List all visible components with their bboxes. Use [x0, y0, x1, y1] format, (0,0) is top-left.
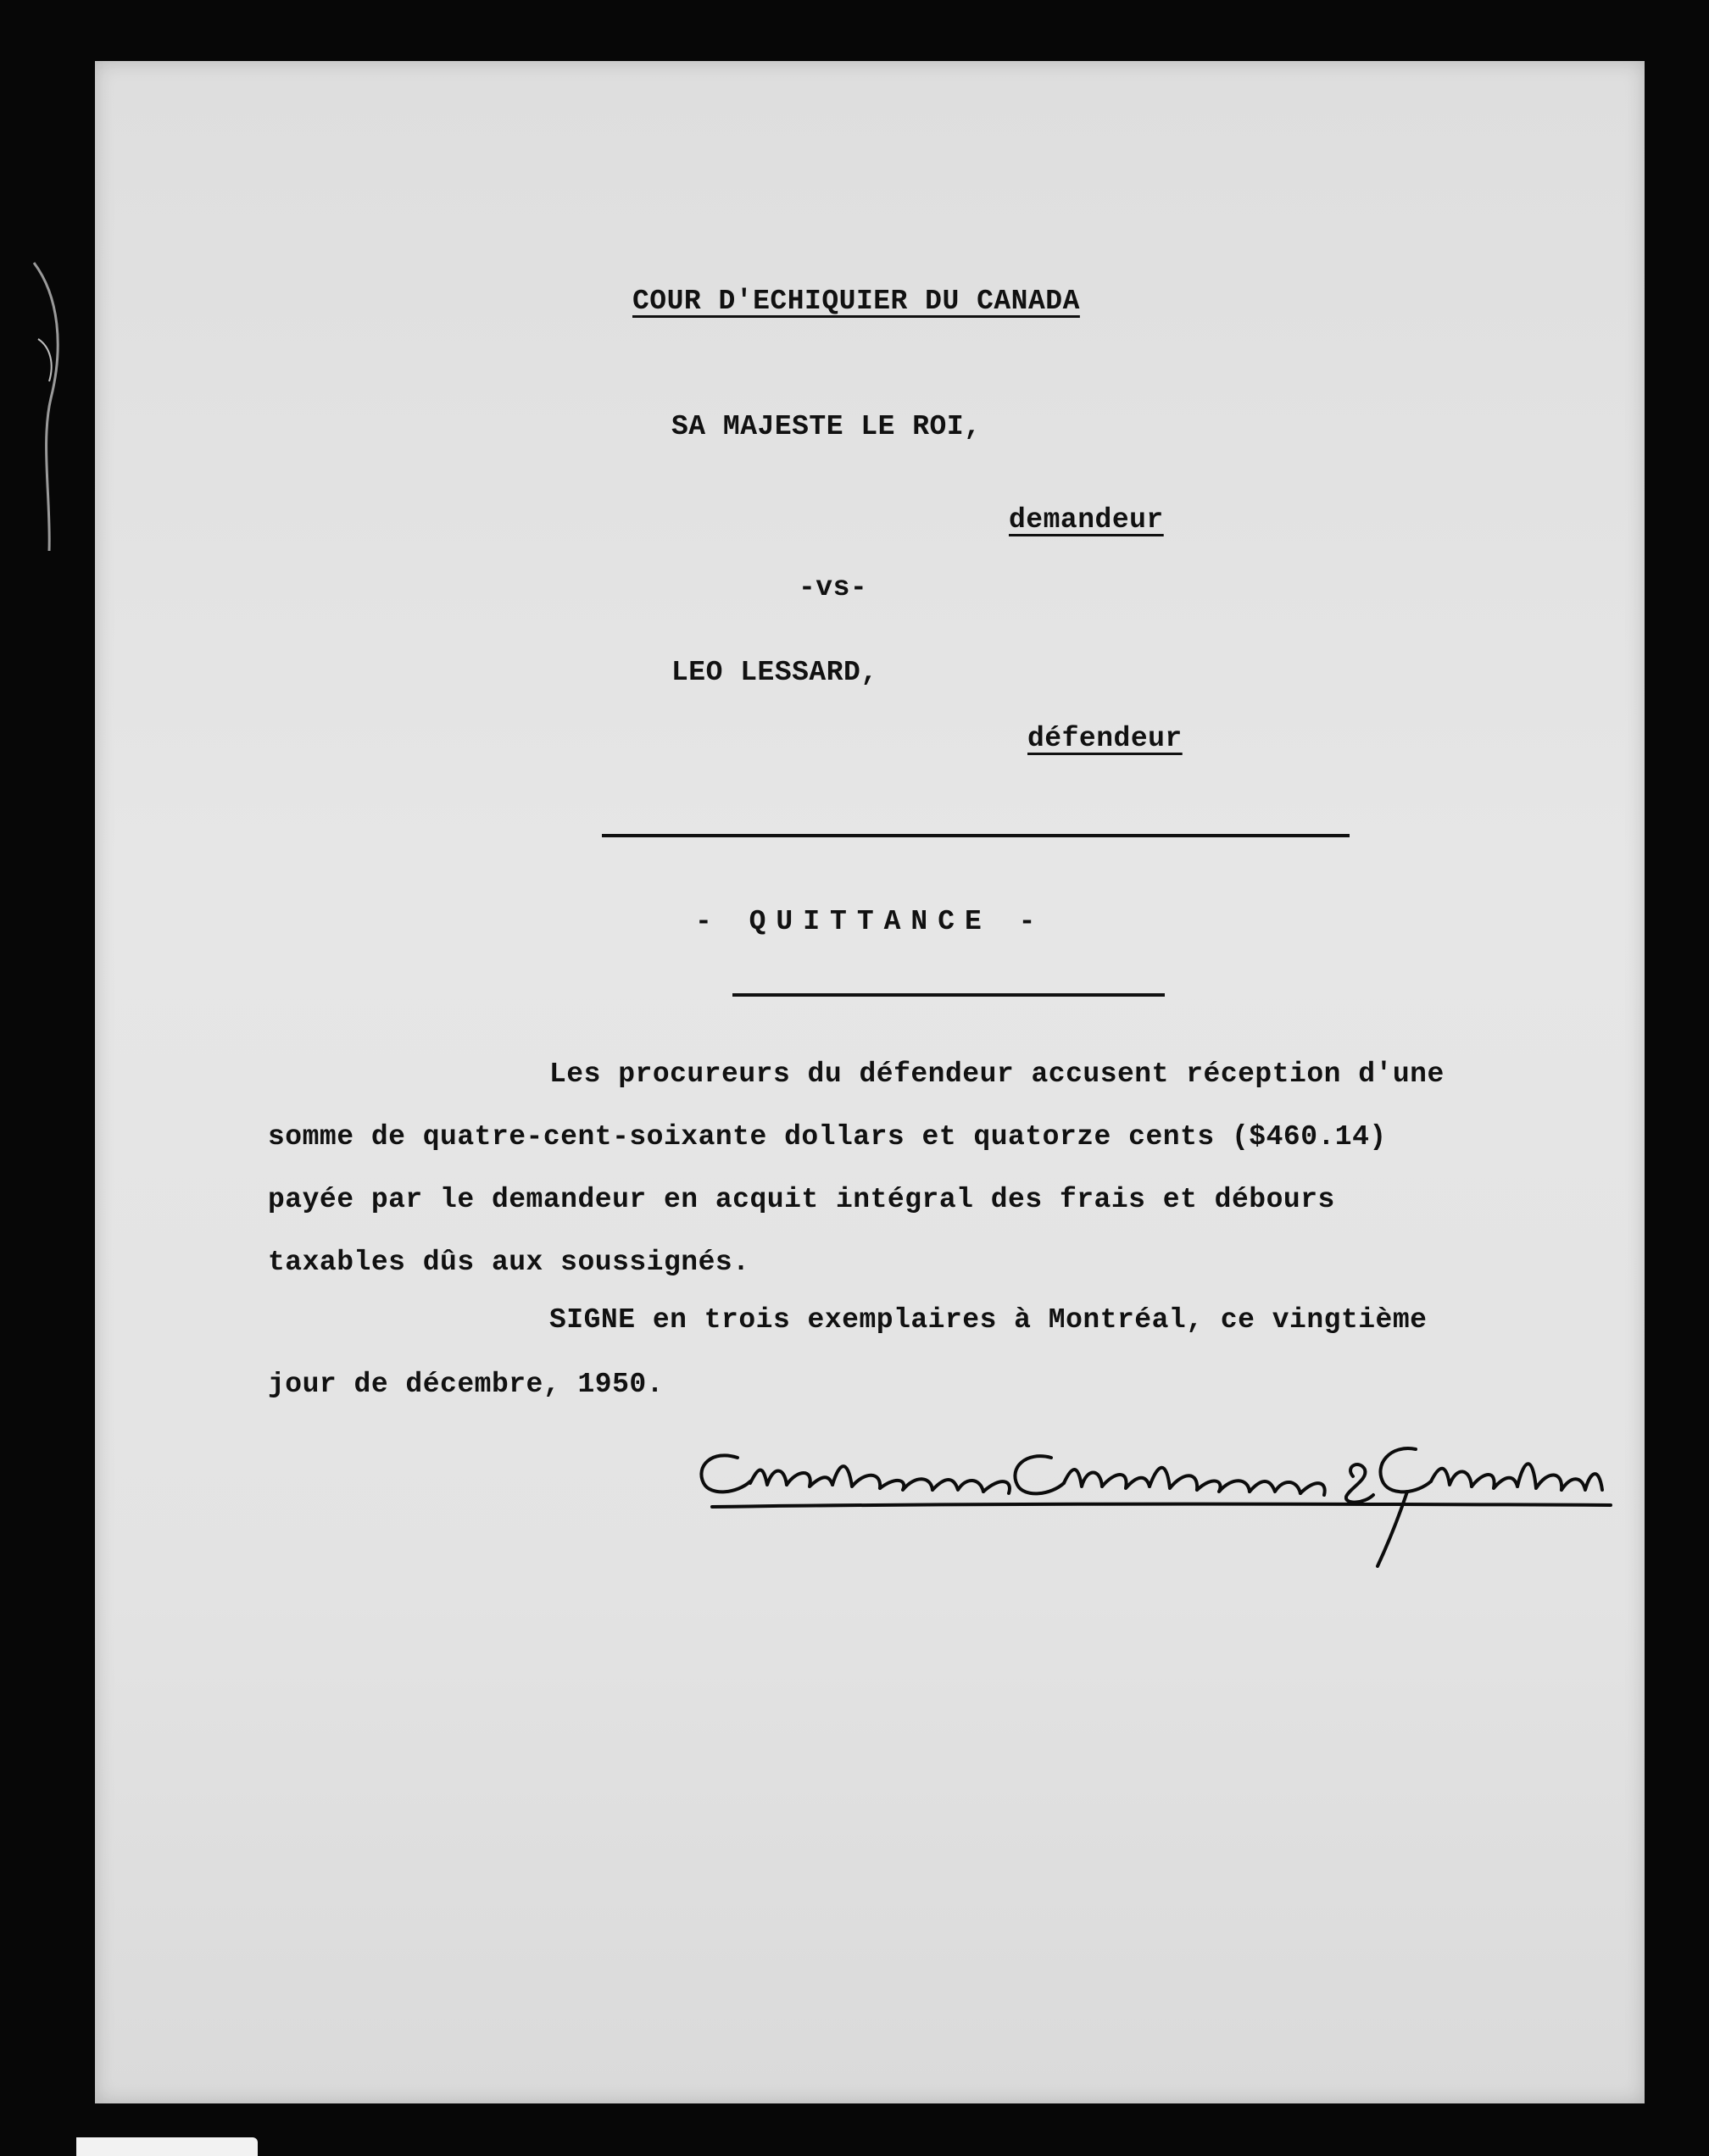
- handwritten-signature: [610, 1415, 1645, 1568]
- body-line-2: somme de quatre-cent-soixante dollars et quatorze cents ($460.14): [268, 1121, 1387, 1153]
- defendant-role: défendeur: [1027, 723, 1183, 754]
- versus-label: -vs-: [799, 572, 868, 603]
- film-frame-tab: [76, 2137, 258, 2156]
- defendant-name: LEO LESSARD,: [671, 657, 878, 688]
- page-edge-curl: [0, 246, 102, 636]
- signed-line-1: SIGNE en trois exemplaires à Montréal, ce vingtième: [549, 1304, 1428, 1336]
- body-line-3: payée par le demandeur en acquit intégral des frais et débours: [268, 1184, 1335, 1215]
- plaintiff-role: demandeur: [1009, 504, 1164, 536]
- document-heading: - QUITTANCE -: [695, 906, 1046, 937]
- document-page: [95, 61, 1645, 2103]
- body-line-4: taxables dûs aux soussignés.: [268, 1247, 750, 1278]
- plaintiff-name: SA MAJESTE LE ROI,: [671, 411, 982, 442]
- separator-rule-top: [602, 834, 1350, 837]
- court-title: COUR D'ECHIQUIER DU CANADA: [632, 286, 1080, 317]
- body-line-1: Les procureurs du défendeur accusent réception d'une: [549, 1059, 1445, 1090]
- separator-rule-bottom: [732, 993, 1165, 997]
- signed-line-2: jour de décembre, 1950.: [268, 1369, 664, 1400]
